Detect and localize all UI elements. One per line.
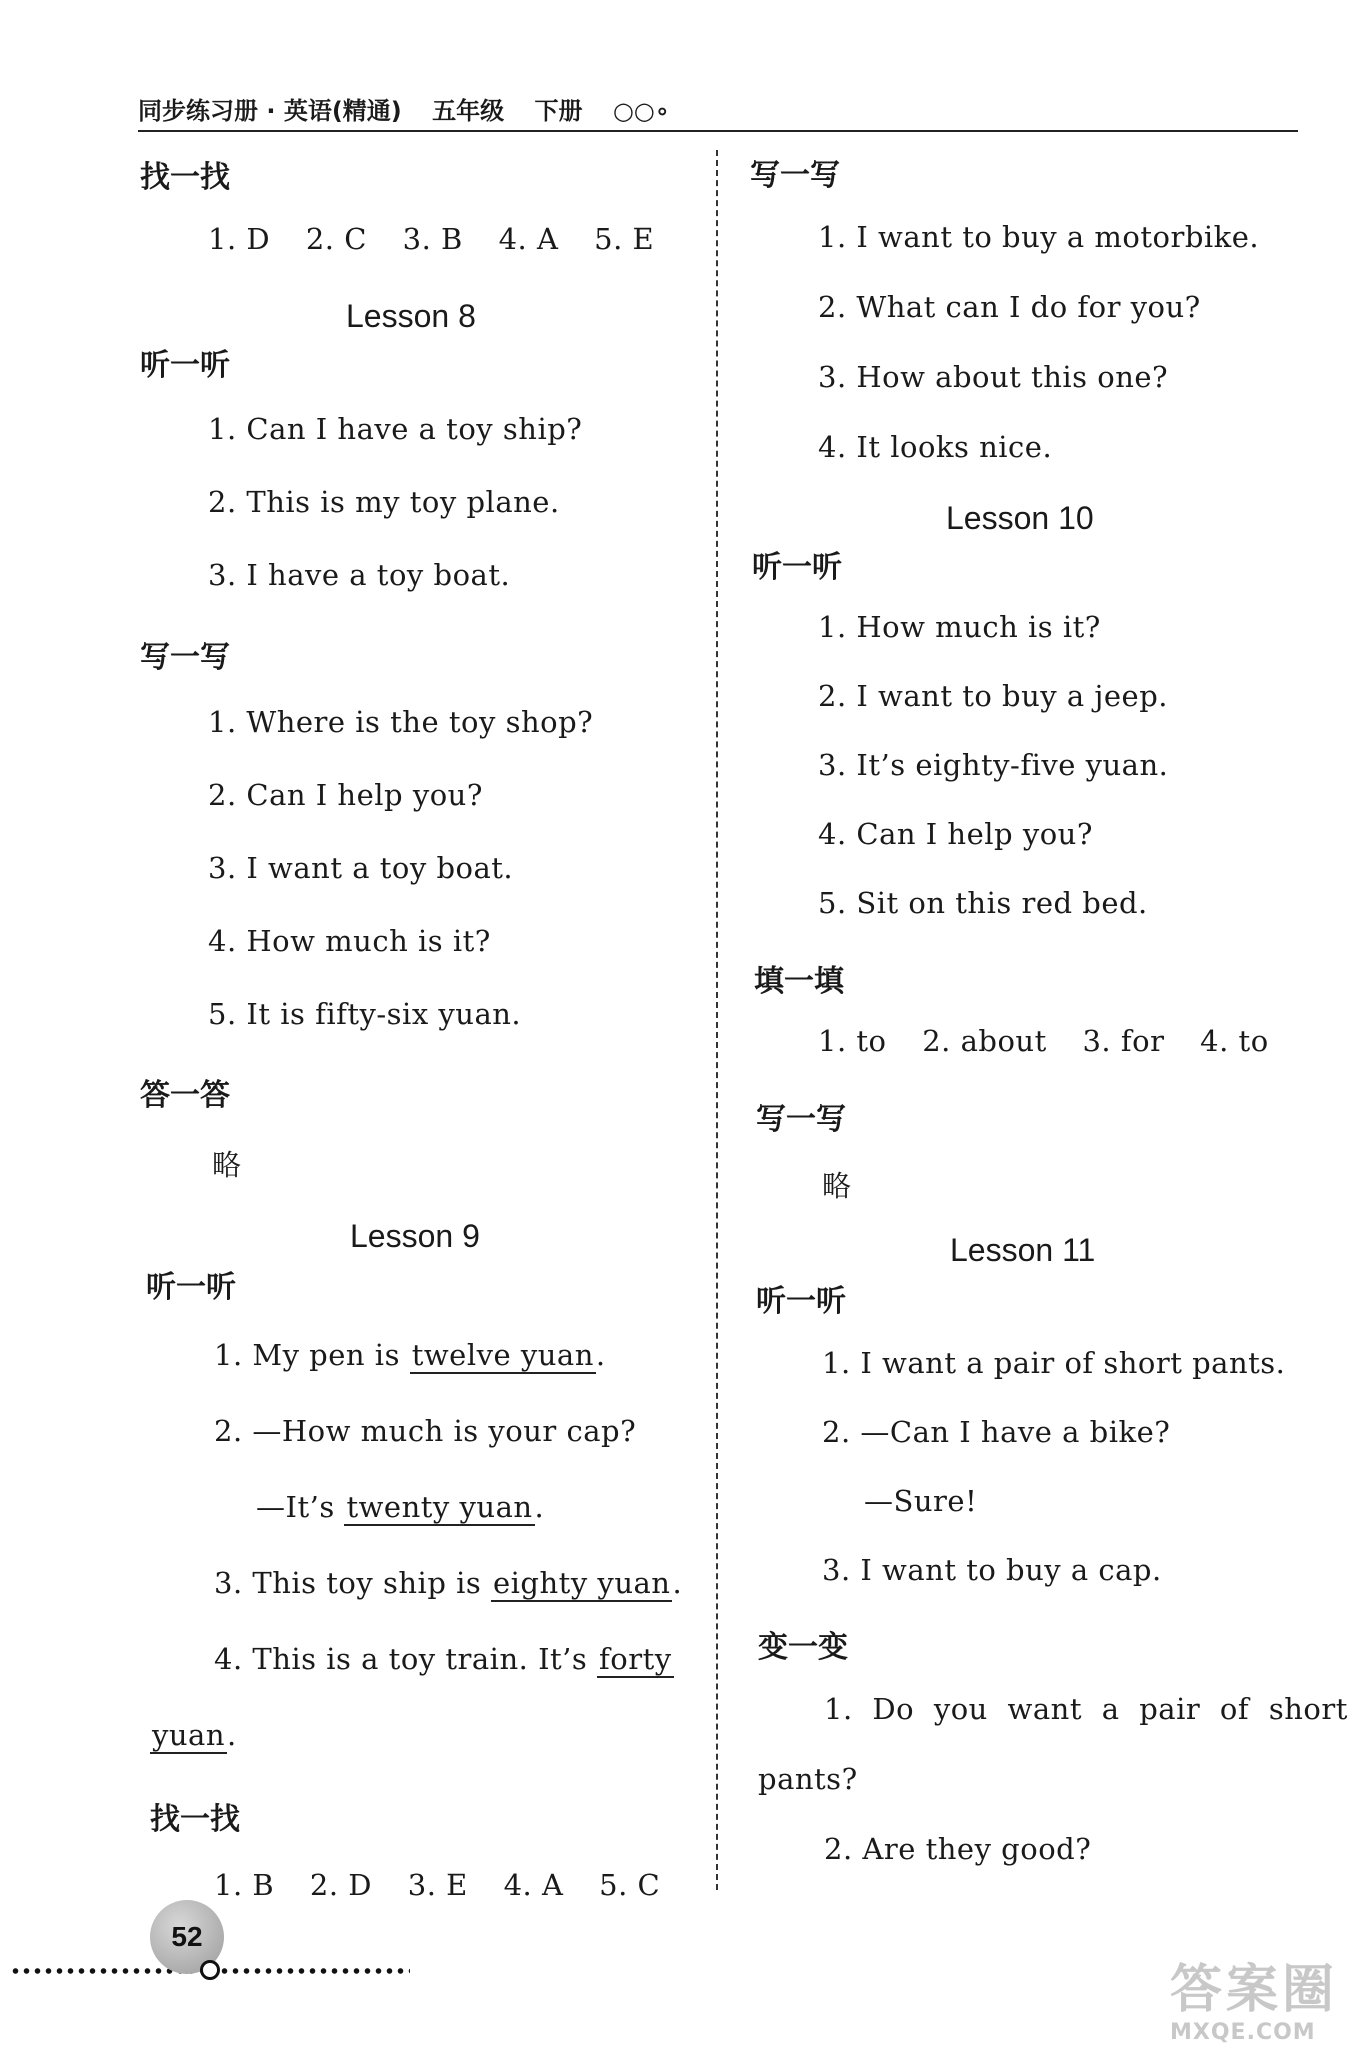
answer: 3. B (402, 222, 463, 256)
list-item: 4. How much is it? (208, 924, 491, 958)
list-item: 1. Where is the toy shop? (208, 705, 594, 739)
answer: 5. E (594, 222, 655, 256)
list-item: 1. Do you want a pair of short (824, 1692, 1348, 1726)
list-item: 1. How much is it? (818, 610, 1101, 644)
filled-answer: twenty yuan (346, 1490, 533, 1524)
list-item: 5. It is fifty-six yuan. (208, 997, 522, 1031)
list-item: pants? (758, 1762, 858, 1796)
list-item: 1. I want to buy a motorbike. (818, 220, 1260, 254)
list-item: 4. It looks nice. (818, 430, 1053, 464)
answer: 3. for (1082, 1024, 1165, 1058)
section-title: 写一写 (756, 1102, 846, 1137)
omitted-answer: 略 (212, 1148, 242, 1182)
item-text: . (534, 1490, 545, 1524)
list-item: 1. Can I have a toy ship? (208, 412, 583, 446)
section-title: 听一听 (146, 1270, 236, 1305)
column-divider (716, 150, 718, 1890)
header-marks: ○○∘ (612, 97, 670, 125)
answer: 1. to (818, 1024, 887, 1058)
watermark (1170, 1960, 1350, 2055)
answer: 3. E (407, 1868, 468, 1902)
filled-answer: eighty yuan (493, 1566, 671, 1600)
list-item: 3. It’s eighty-five yuan. (818, 748, 1169, 782)
list-item: 3. I want to buy a cap. (822, 1553, 1162, 1587)
item-text: . (227, 1718, 237, 1752)
filled-answer: yuan (152, 1718, 226, 1752)
answer: 2. C (305, 222, 367, 256)
list-item: —Sure! (864, 1484, 978, 1518)
fill-item (256, 1490, 544, 1524)
answer: 2. D (309, 1868, 373, 1902)
answer: 4. A (498, 222, 559, 256)
answer: 2. about (922, 1024, 1047, 1058)
list-item: 2. This is my toy plane. (208, 485, 560, 519)
section-title: 找一找 (140, 160, 230, 195)
filled-answer: forty (599, 1642, 672, 1676)
section-title: 变一变 (758, 1630, 848, 1665)
page-number: 52 (171, 1921, 203, 1952)
fill-item (150, 1718, 237, 1752)
section-title: 听一听 (752, 550, 842, 585)
answer-row (214, 1868, 686, 1902)
answer-row (818, 1024, 1295, 1058)
list-item: 2. What can I do for you? (818, 290, 1201, 324)
item-text: 1. My pen is (214, 1338, 410, 1372)
section-title: 听一听 (756, 1284, 846, 1319)
section-title: 写一写 (750, 158, 840, 193)
list-item: 2. Can I help you? (208, 778, 483, 812)
list-item: 2. —How much is your cap? (214, 1414, 637, 1448)
filled-answer: twelve yuan (411, 1338, 594, 1372)
watermark-text: 答案圈 (1170, 1960, 1339, 2020)
answer-row (208, 222, 680, 256)
item-text: —It’s (256, 1490, 345, 1524)
list-item: 5. Sit on this red bed. (818, 886, 1148, 920)
answer: 4. A (503, 1868, 564, 1902)
lesson-heading: Lesson 8 (346, 298, 476, 334)
lesson-heading: Lesson 11 (950, 1232, 1096, 1268)
fill-item (214, 1338, 606, 1372)
list-item: 3. I want a toy boat. (208, 851, 514, 885)
section-title: 填一填 (754, 964, 844, 999)
list-item: 3. I have a toy boat. (208, 558, 511, 592)
ring-icon (200, 1960, 220, 1980)
lesson-heading: Lesson 9 (350, 1218, 480, 1254)
list-item: 2. I want to buy a jeep. (818, 679, 1169, 713)
running-header (138, 96, 1298, 132)
omitted-answer: 略 (822, 1169, 852, 1203)
list-item: 2. —Can I have a bike? (822, 1415, 1171, 1449)
section-title: 找一找 (150, 1802, 240, 1837)
list-item: 1. I want a pair of short pants. (822, 1346, 1286, 1380)
item-text: 3. This toy ship is (214, 1566, 491, 1600)
fill-item (214, 1566, 682, 1600)
list-item: 3. How about this one? (818, 360, 1169, 394)
list-item: 2. Are they good? (824, 1832, 1092, 1866)
list-item: 4. Can I help you? (818, 817, 1093, 851)
answer: 4. to (1200, 1024, 1269, 1058)
item-text: . (595, 1338, 606, 1372)
item-text: 4. This is a toy train. It’s (214, 1642, 598, 1676)
answer: 1. D (208, 222, 271, 256)
answer: 1. B (214, 1868, 275, 1902)
section-title: 听一听 (140, 348, 230, 383)
section-title: 答一答 (140, 1078, 230, 1113)
book-title: 同步练习册 · 英语(精通) (138, 97, 402, 125)
lesson-heading: Lesson 10 (946, 500, 1094, 536)
section-title: 写一写 (140, 640, 230, 675)
watermark-url: MXQE.COM (1170, 2020, 1316, 2045)
answer: 5. C (599, 1868, 661, 1902)
fill-item (214, 1642, 674, 1676)
volume-label: 下册 (534, 97, 583, 125)
item-text: . (672, 1566, 683, 1600)
grade-label: 五年级 (432, 97, 505, 125)
